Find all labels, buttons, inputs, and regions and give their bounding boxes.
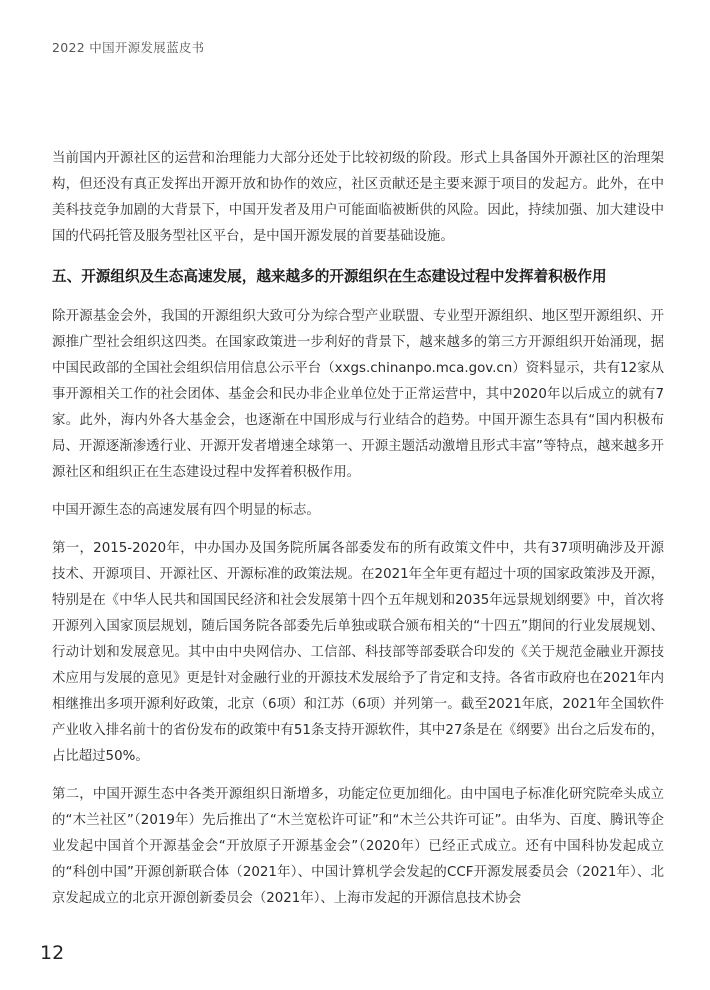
- body-paragraph-2: 中国开源生态的高速发展有四个明显的标志。: [52, 503, 320, 518]
- body-paragraph-4: 第二，中国开源生态中各类开源组织日渐增多，功能定位更加细化。由中国电子标准化研究院牵头成立的“木兰社区”（2019年）先后推出了“木兰宽松许可证”和“木兰公共许可证”。由华为、百度、腾讯等企业发起中国首个开源基金会“开放原子开源基金会”（2020年）已经正式成立。还有中国科协发起成立的“科创中国”开源创新联合体（2021年）、中国计算机学会发起的CCF开源发展委员会（2021年）、北京发起成立的北京开源创新委员会（2021年）、上海市发起的开源信息技术协会: [52, 787, 664, 906]
- page-number: 12: [40, 942, 65, 964]
- body-paragraph-1: 除开源基金会外，我国的开源组织大致可分为综合型产业联盟、专业型开源组织、地区型开源组织、开源推广型社会组织这四类。在国家政策进一步利好的背景下，越来越多的第三方开源组织开始涌现，据中国民政部的全国社会组织信用信息公示平台（xxgs.chinanpo.mca.gov.cn）资料显示，共有12家从事开源相关工作的社会团体、基金会和民办非企业单位处于正常运营中，其中2020年以后成立的就有7家。此外，海内外各大基金会，也逐渐在中国形成与行业结合的趋势。中国开源生态具有“国内积极布局、开源逐渐渗透行业、开源开发者增速全球第一、开源主题活动激增且形式丰富”等特点，越来越多开源社区和组织正在生态建设过程中发挥着积极作用。: [52, 309, 664, 480]
- body-paragraph-3: 第一，2015-2020年，中办国办及国务院所属各部委发布的所有政策文件中，共有37项明确涉及开源技术、开源项目、开源社区、开源标准的政策法规。在2021年全年更有超过十项的国家政策涉及开源，特别是在《中华人民共和国国民经济和社会发展第十四个五年规划和2035年远景规划纲要》中，首次将开源列入国家顶层规划，随后国务院各部委先后单独或联合颁布相关的“十四五”期间的行业发展规划、行动计划和发展意见。其中由中央网信办、工信部、科技部等部委联合印发的《关于规范金融业开源技术应用与发展的意见》更是针对金融行业的开源技术发展给予了肯定和支持。各省市政府也在2021年内相继推出多项开源利好政策，北京（6项）和江苏（6项）并列第一。截至2021年底，2021年全国软件产业收入排名前十的省份发布的政策中有51条支持开源软件，其中27条是在《纲要》出台之后发布的，占比超过50%。: [52, 541, 664, 764]
- running-header: 2022 中国开源发展蓝皮书: [52, 40, 205, 55]
- section-heading: 五、开源组织及生态高速发展，越来越多的开源组织在生态建设过程中发挥着积极作用: [52, 268, 607, 285]
- intro-paragraph: 当前国内开源社区的运营和治理能力大部分还处于比较初级的阶段。形式上具备国外开源社区的治理架构，但还没有真正发挥出开源开放和协作的效应，社区贡献还是主要来源于项目的发起方。此外，在中美科技竞争加剧的大背景下，中国开发者及用户可能面临被断供的风险。因此，持续加强、加大建设中国的代码托管及服务型社区平台，是中国开源发展的首要基础设施。: [52, 151, 664, 244]
- page-body: [52, 146, 664, 912]
